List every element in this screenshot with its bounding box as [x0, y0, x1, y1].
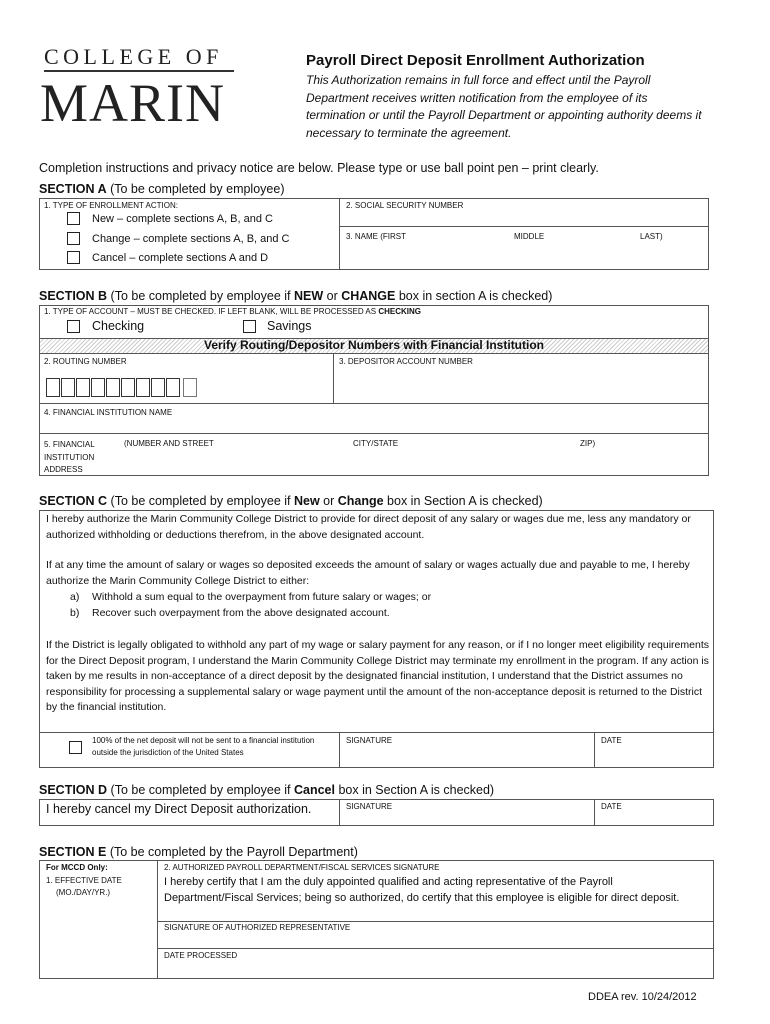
section-a-hdivider: [339, 226, 709, 227]
effective-date-field[interactable]: [40, 900, 156, 978]
item-a-text: Withhold a sum equal to the overpayment from future salary or wages; or: [92, 591, 432, 603]
section-d-desc2: box in Section A is checked): [334, 783, 495, 797]
overpayment-paragraph: If at any time the amount of salary or wages so deposited exceeds the amount of salary or wages actually due and payable to me, I hereby authorize the Marin Community College District to either:: [46, 559, 690, 587]
institution-address-label: 5. FINANCIAL INSTITUTION ADDRESS: [44, 440, 95, 474]
section-e-desc: (To be completed by the Payroll Department): [106, 845, 358, 859]
mccd-only-label: For MCCD Only:: [46, 863, 108, 872]
authorization-paragraph: I hereby authorize the Marin Community College District to provide for direct deposit of any salary or wages due me, less any mandatory or authorized withholding or deductions therefrom, in the above designated account.: [46, 513, 691, 541]
verify-text: Verify Routing/Depositor Numbers with Financial Institution: [203, 338, 545, 352]
checking-checkbox[interactable]: [67, 320, 80, 333]
section-c-signature-label: SIGNATURE: [346, 736, 393, 745]
institution-address-field[interactable]: [120, 450, 708, 475]
effective-date-label: 1. EFFECTIVE DATE: [46, 876, 122, 885]
section-c-date-label: DATE: [601, 736, 622, 745]
institution-divider-top: [40, 403, 708, 404]
ssn-field[interactable]: [340, 210, 708, 225]
routing-digit[interactable]: [46, 378, 60, 397]
revision-label: DDEA rev. 10/24/2012: [588, 991, 697, 1003]
section-e-label: SECTION E: [39, 845, 107, 859]
institution-divider-bottom: [40, 433, 708, 434]
routing-digit[interactable]: [166, 378, 180, 397]
section-d-signature-label: SIGNATURE: [346, 802, 393, 811]
name-first-label: 3. NAME (FIRST: [346, 232, 407, 241]
savings-label: Savings: [267, 319, 312, 333]
enrollment-type-label: 1. TYPE OF ENROLLMENT ACTION:: [44, 201, 178, 210]
item-a-letter: a): [70, 591, 80, 603]
certification-statement: I hereby certify that I am the duly appointed qualified and acting representative of the Payroll Department/Fiscal Services; being so authorized, do certify that this employee is eligible for direct deposit.: [164, 876, 680, 904]
city-state-label: CITY/STATE: [353, 439, 399, 448]
section-c-change: Change: [337, 494, 384, 508]
foreign-institution-checkbox[interactable]: [69, 741, 82, 754]
name-last-label: LAST): [640, 232, 663, 241]
effective-date-format: (MO./DAY/YR.): [56, 888, 111, 897]
zip-label: ZIP): [580, 439, 596, 448]
checking-label: Checking: [92, 319, 145, 333]
depositor-field[interactable]: [334, 367, 708, 402]
section-c-new: New: [293, 494, 320, 508]
routing-digit[interactable]: [106, 378, 120, 397]
section-c-sig-divider: [40, 732, 713, 733]
section-d-label: SECTION D: [39, 783, 108, 797]
new-option-label: New – complete sections A, B, and C: [92, 213, 273, 225]
page-title: Payroll Direct Deposit Enrollment Authorization: [306, 52, 645, 69]
section-a-desc: (To be completed by employee): [106, 182, 285, 196]
account-type-label: [44, 307, 421, 316]
date-processed-label: DATE PROCESSED: [164, 951, 238, 960]
routing-digit[interactable]: [61, 378, 75, 397]
instructions: Completion instructions and privacy notice are below. Please type or use ball point pen – print clearly.: [39, 161, 599, 175]
depositor-label: 3. DEPOSITOR ACCOUNT NUMBER: [339, 357, 473, 366]
logo-college-of: COLLEGE OF: [44, 44, 223, 69]
authorized-rep-signature-label: SIGNATURE OF AUTHORIZED REPRESENTATIVE: [164, 923, 351, 932]
section-c-title: [39, 494, 543, 508]
section-d-cancel: Cancel: [293, 783, 335, 797]
section-c-label: SECTION C: [39, 494, 108, 508]
section-b-new: NEW: [293, 289, 324, 303]
section-b-or: or: [323, 289, 342, 303]
cancel-option-label: Cancel – complete sections A and D: [92, 252, 269, 264]
authorized-rep-signature-field[interactable]: [158, 933, 713, 948]
name-field[interactable]: [340, 242, 708, 269]
section-d-desc1: (To be completed by employee if: [107, 783, 294, 797]
section-b-desc1: (To be completed by employee if: [107, 289, 294, 303]
item-b-letter: b): [70, 607, 80, 619]
section-c-signature-field[interactable]: [340, 746, 594, 767]
name-middle-label: MIDDLE: [514, 232, 545, 241]
section-d-signature-field[interactable]: [340, 812, 594, 825]
section-c-desc1: (To be completed by employee if: [107, 494, 294, 508]
item-b-text: Recover such overpayment from the above designated account.: [92, 607, 390, 619]
street-label: (NUMBER AND STREET: [124, 439, 214, 448]
change-checkbox[interactable]: [67, 232, 80, 245]
new-checkbox[interactable]: [67, 212, 80, 225]
section-a-label: SECTION A: [39, 182, 107, 196]
routing-digit[interactable]: [136, 378, 150, 397]
section-d-date-label: DATE: [601, 802, 622, 811]
foreign-institution-note: 100% of the net deposit will not be sent to a financial institution outside the jurisdiction of the United States: [92, 736, 315, 757]
routing-digit[interactable]: [76, 378, 90, 397]
section-e-hdivider2: [158, 948, 713, 949]
section-d-date-field[interactable]: [595, 812, 713, 825]
cancel-statement: I hereby cancel my Direct Deposit authorization.: [46, 802, 312, 816]
ssn-label: 2. SOCIAL SECURITY NUMBER: [346, 201, 464, 210]
section-a-title: [39, 182, 284, 196]
termination-paragraph: If the District is legally obligated to withhold any part of my wage or salary payment for any reason, or if I no longer meet eligibility requirements for the Direct Deposit program, I understand the Marin Community College District may terminate my enrollment in the program. If any action is taken by me results in non-acceptance of a direct deposit by the designated financial institution, I understand that the District assumes no responsibility for processing a supplemental salary or wage payment until the amount of the non-acceptance deposit is returned to the District by the financial institution.: [46, 639, 709, 713]
routing-digit[interactable]: [183, 378, 197, 397]
section-e-title: [39, 845, 358, 859]
institution-name-field[interactable]: [40, 418, 708, 433]
change-option-label: Change – complete sections A, B, and C: [92, 233, 290, 245]
section-c-date-field[interactable]: [595, 746, 713, 767]
account-type-default: CHECKING: [378, 307, 421, 316]
logo-marin: MARIN: [40, 73, 226, 133]
date-processed-field[interactable]: [158, 961, 713, 978]
section-c-or: or: [319, 494, 338, 508]
routing-digit[interactable]: [151, 378, 165, 397]
routing-digits[interactable]: [46, 378, 197, 397]
section-d-title: [39, 783, 494, 797]
section-c-desc2: box in Section A is checked): [383, 494, 543, 508]
routing-digit[interactable]: [91, 378, 105, 397]
section-b-label: SECTION B: [39, 289, 108, 303]
routing-digit[interactable]: [121, 378, 135, 397]
account-type-text: 1. TYPE OF ACCOUNT – MUST BE CHECKED. IF LEFT BLANK, WILL BE PROCESSED AS: [44, 307, 379, 316]
savings-checkbox[interactable]: [243, 320, 256, 333]
routing-label: 2. ROUTING NUMBER: [44, 357, 127, 366]
section-e-hdivider1: [158, 921, 713, 922]
cancel-checkbox[interactable]: [67, 251, 80, 264]
authorized-signature-label: 2. AUTHORIZED PAYROLL DEPARTMENT/FISCAL SERVICES SIGNATURE: [164, 863, 440, 872]
section-b-change: CHANGE: [341, 289, 396, 303]
section-b-title: [39, 289, 552, 303]
institution-name-label: 4. FINANCIAL INSTITUTION NAME: [44, 408, 173, 417]
section-b-desc2: box in section A is checked): [395, 289, 553, 303]
page-subtitle: This Authorization remains in full force and effect until the Payroll Department receives written notification from the employee of its termination or until the Payroll Department or appointing authority deems it necessary to terminate the agreement.: [306, 73, 702, 140]
